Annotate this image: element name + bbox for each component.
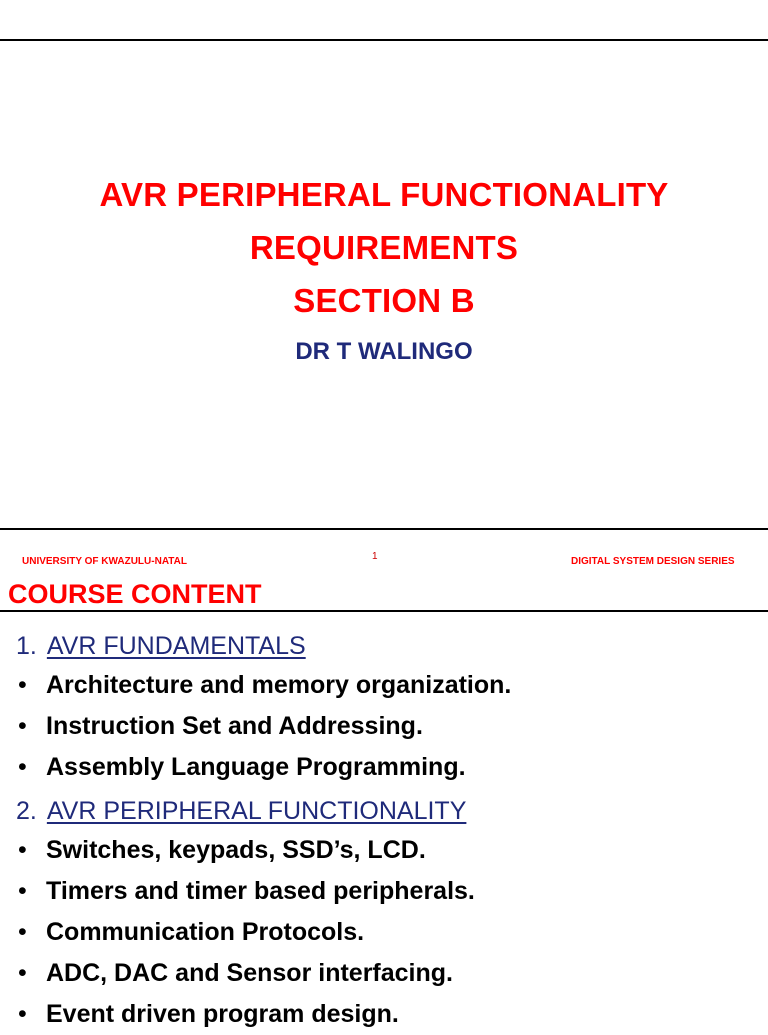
list-item-text: Communication Protocols.	[46, 918, 365, 946]
list-item-text: Timers and timer based peripherals.	[46, 877, 475, 905]
slide-title-line-1: AVR PERIPHERAL FUNCTIONALITY	[99, 176, 669, 213]
bullet-icon: •	[18, 712, 27, 740]
section-1-items	[16, 665, 766, 788]
slide-divider-rule	[0, 528, 768, 530]
slide-title-line-2: REQUIREMENTS	[249, 229, 519, 266]
bullet-icon: •	[18, 959, 27, 987]
list-item	[16, 830, 766, 871]
section-number: 1.	[16, 632, 37, 660]
list-item	[16, 665, 766, 706]
bullet-icon: •	[18, 836, 27, 864]
slide-title-line-3: SECTION B	[293, 282, 475, 319]
bullet-icon: •	[18, 1000, 27, 1028]
slide-title	[0, 168, 768, 327]
section-number: 2.	[16, 797, 37, 825]
list-item	[16, 747, 766, 788]
top-rule	[0, 39, 768, 41]
section-2-items	[16, 830, 766, 1035]
section-heading-1	[16, 627, 766, 665]
list-item-text: Assembly Language Programming.	[46, 753, 466, 781]
list-item	[16, 953, 766, 994]
footer-page-number: 1	[372, 551, 378, 562]
list-item	[16, 994, 766, 1035]
course-content-list	[16, 627, 766, 1035]
list-item-text: Event driven program design.	[46, 1000, 399, 1028]
list-item-text: Architecture and memory organization.	[46, 671, 512, 699]
bullet-icon: •	[18, 877, 27, 905]
bullet-icon: •	[18, 918, 27, 946]
list-item	[16, 706, 766, 747]
footer-series: DIGITAL SYSTEM DESIGN SERIES	[571, 556, 735, 567]
list-item	[16, 912, 766, 953]
list-item-text: Switches, keypads, SSD’s, LCD.	[46, 836, 426, 864]
list-item-text: ADC, DAC and Sensor interfacing.	[46, 959, 453, 987]
list-item-text: Instruction Set and Addressing.	[46, 712, 423, 740]
heading-rule	[0, 610, 768, 612]
section-link-avr-peripheral-functionality[interactable]: AVR PERIPHERAL FUNCTIONALITY	[46, 797, 467, 825]
section-link-avr-fundamentals[interactable]: AVR FUNDAMENTALS	[46, 632, 306, 660]
course-content-heading: COURSE CONTENT	[8, 579, 262, 609]
list-item	[16, 871, 766, 912]
bullet-icon: •	[18, 671, 27, 699]
section-heading-2	[16, 792, 766, 830]
bullet-icon: •	[18, 753, 27, 781]
footer-university: UNIVERSITY OF KWAZULU-NATAL	[22, 556, 187, 567]
author-name: DR T WALINGO	[295, 338, 473, 365]
